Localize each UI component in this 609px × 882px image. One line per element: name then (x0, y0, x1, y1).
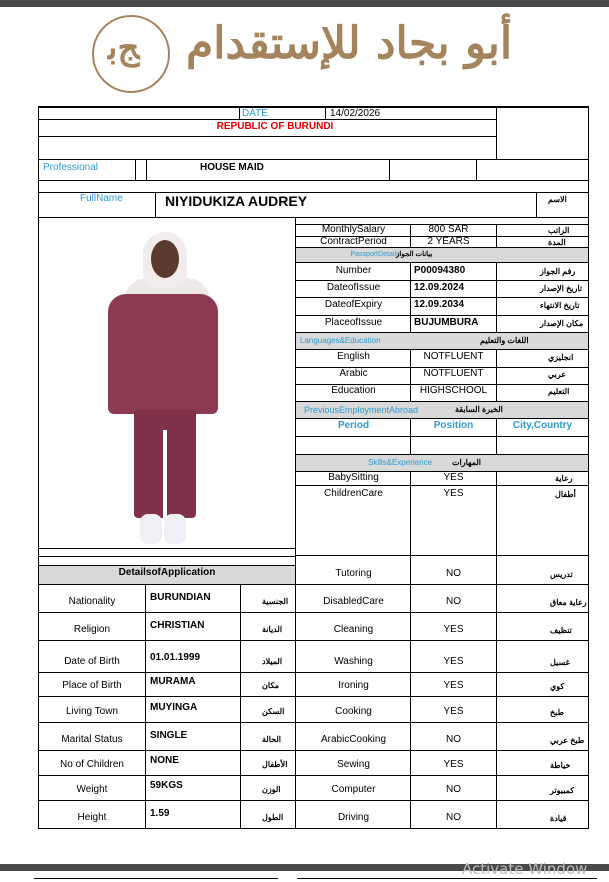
logo-glyph: ﺞﺑ (108, 28, 140, 68)
skill-row-label: Tutoring (335, 568, 372, 579)
application-row-arabic: الوزن (262, 785, 281, 794)
application-row-arabic: الجنسية (262, 597, 289, 606)
top-bar (0, 0, 609, 7)
application-row-arabic: مكان (262, 681, 280, 690)
skill-row-arabic: قيادة (550, 814, 567, 823)
application-row-value: MURAMA (150, 676, 196, 687)
skill-row-arabic: كمبيوتر (550, 786, 575, 795)
application-row-arabic: السكن (262, 707, 285, 716)
application-row-arabic: الديانة (262, 625, 283, 634)
passport-section-title: PassportDetails (350, 251, 400, 258)
language-row-arabic: عربي (548, 370, 567, 379)
application-row-label: Weight (76, 784, 108, 795)
application-row-value: CHRISTIAN (150, 620, 205, 631)
skill-row-label: Ironing (338, 680, 369, 691)
country-heading: REPUBLIC OF BURUNDI (216, 121, 334, 132)
skill-row-arabic: طبخ (550, 708, 564, 717)
skill-row-value: NO (446, 596, 461, 607)
period-arabic: المدة (548, 238, 566, 247)
period-label: ContractPeriod (320, 236, 387, 247)
skills-section-title: Skills&Experience (367, 458, 433, 467)
date-value: 14/02/2026 (330, 108, 381, 119)
skill-row-value: NO (446, 812, 461, 823)
employment-section-arabic: الخبرة السابقة (455, 405, 503, 414)
application-row-value: 01.01.1999 (150, 652, 201, 663)
application-row-value: SINGLE (150, 730, 188, 741)
application-row-value: BURUNDIAN (150, 592, 211, 603)
fullname-arabic: الاسم (548, 195, 567, 204)
passport-row-value: 12.09.2024 (414, 282, 465, 293)
skill-row-label: Driving (337, 812, 370, 823)
passport-row-arabic: رقم الجواز (540, 267, 576, 276)
passport-row-value: 12.09.2034 (414, 299, 465, 310)
passport-row-arabic: مكان الإصدار (540, 319, 584, 328)
skill-row-value: YES (443, 759, 464, 770)
application-row-value: MUYINGA (150, 702, 198, 713)
application-row-label: Nationality (68, 596, 116, 607)
language-row-value: NOTFLUENT (423, 351, 484, 362)
passport-row-value: BUJUMBURA (414, 317, 479, 328)
application-row-value: NONE (150, 755, 179, 766)
application-row-label: Living Town (65, 706, 119, 717)
skill-row-value: YES (443, 680, 464, 691)
skill-row-label: Computer (331, 784, 376, 795)
skill-row-value: YES (443, 656, 464, 667)
skill-row-arabic: طبخ عربي (550, 736, 585, 745)
application-row-arabic: الأطفال (262, 760, 288, 769)
passport-section-arabic: بيانات الجواز (396, 251, 433, 258)
date-label: DATE (242, 108, 268, 119)
language-row-label: Arabic (339, 368, 368, 379)
skill-row-arabic: خياطة (550, 761, 571, 770)
passport-row-label: DateofExpiry (324, 299, 383, 310)
languages-section-title: Languages&Education (300, 336, 381, 345)
salary-value: 800 SAR (428, 224, 469, 235)
skill-row-label: Cleaning (333, 624, 374, 635)
application-row-arabic: الحالة (262, 735, 281, 744)
language-row-label: Education (331, 385, 376, 396)
skill-row-arabic: تنظيف (550, 626, 572, 635)
skill-row-value: YES (443, 488, 464, 499)
employment-col-city: City,Country (512, 420, 573, 431)
application-row-label: Marital Status (61, 734, 123, 745)
skill-row-value: YES (443, 472, 464, 483)
salary-arabic: الراتب (548, 226, 570, 235)
skill-row-arabic: كوي (550, 682, 565, 691)
employment-col-position: Position (433, 420, 474, 431)
skill-row-value: YES (443, 706, 464, 717)
application-section-title: DetailsofApplication (118, 567, 216, 578)
skill-row-arabic: تدريس (550, 570, 573, 579)
application-row-value: 1.59 (150, 808, 170, 819)
employment-section-title: PreviousEmploymentAbroad (304, 405, 419, 415)
passport-row-arabic: تاريخ الإصدار (540, 284, 583, 293)
skill-row-value: NO (446, 568, 461, 579)
skill-row-label: Cooking (335, 706, 372, 717)
skill-row-value: NO (446, 784, 461, 795)
skill-row-label: ArabicCooking (320, 734, 387, 745)
employment-col-period: Period (337, 420, 370, 431)
fullname-value: NIYIDUKIZA AUDREY (165, 193, 308, 209)
application-row-label: Religion (73, 624, 111, 635)
languages-section-arabic: اللغات والتعليم (480, 336, 529, 345)
brand-arabic-name: أبو بجاد للإستقدام (186, 18, 513, 69)
skill-row-label: Washing (334, 656, 373, 667)
passport-row-value: P00094380 (414, 265, 466, 276)
passport-row-label: DateofIssue (326, 282, 381, 293)
skill-row-label: ChildrenCare (324, 488, 383, 499)
skill-row-label: BabySitting (328, 472, 379, 483)
skill-row-value: NO (446, 734, 461, 745)
language-row-value: HIGHSCHOOL (419, 385, 488, 396)
skill-row-label: DisabledCare (323, 596, 384, 607)
windows-activation-watermark: Activate Window (462, 860, 588, 878)
skill-row-value: YES (443, 624, 464, 635)
language-row-label: English (337, 351, 370, 362)
language-row-arabic: التعليم (548, 387, 570, 396)
application-row-label: Date of Birth (64, 656, 120, 667)
language-row-value: NOTFLUENT (423, 368, 484, 379)
salary-label: MonthlySalary (321, 224, 386, 235)
passport-row-label: Number (335, 265, 372, 276)
skill-row-arabic: غسيل (550, 658, 570, 667)
application-row-label: Height (77, 812, 107, 823)
passport-row-arabic: تاريخ الانتهاء (540, 301, 580, 310)
skills-section-arabic: المهارات (452, 458, 482, 467)
skill-row-label: Sewing (337, 759, 370, 770)
fullname-label: FullName (80, 193, 123, 204)
application-row-arabic: الطول (262, 813, 284, 822)
application-row-label: No of Children (60, 759, 124, 770)
period-value: 2 YEARS (427, 236, 470, 247)
application-row-value: 59KGS (150, 780, 183, 791)
language-row-arabic: انجليزي (548, 353, 574, 362)
professional-label: Professional (43, 162, 99, 173)
skill-row-arabic: رعاية (555, 474, 573, 483)
professional-value: HOUSE MAID (200, 162, 264, 173)
application-row-label: Place of Birth (62, 680, 122, 691)
skill-row-arabic: رعاية معاق (550, 598, 587, 607)
skill-row-arabic: أطفال (555, 490, 576, 499)
passport-row-label: PlaceofIssue (324, 317, 383, 328)
application-row-arabic: الميلاد (262, 657, 283, 666)
